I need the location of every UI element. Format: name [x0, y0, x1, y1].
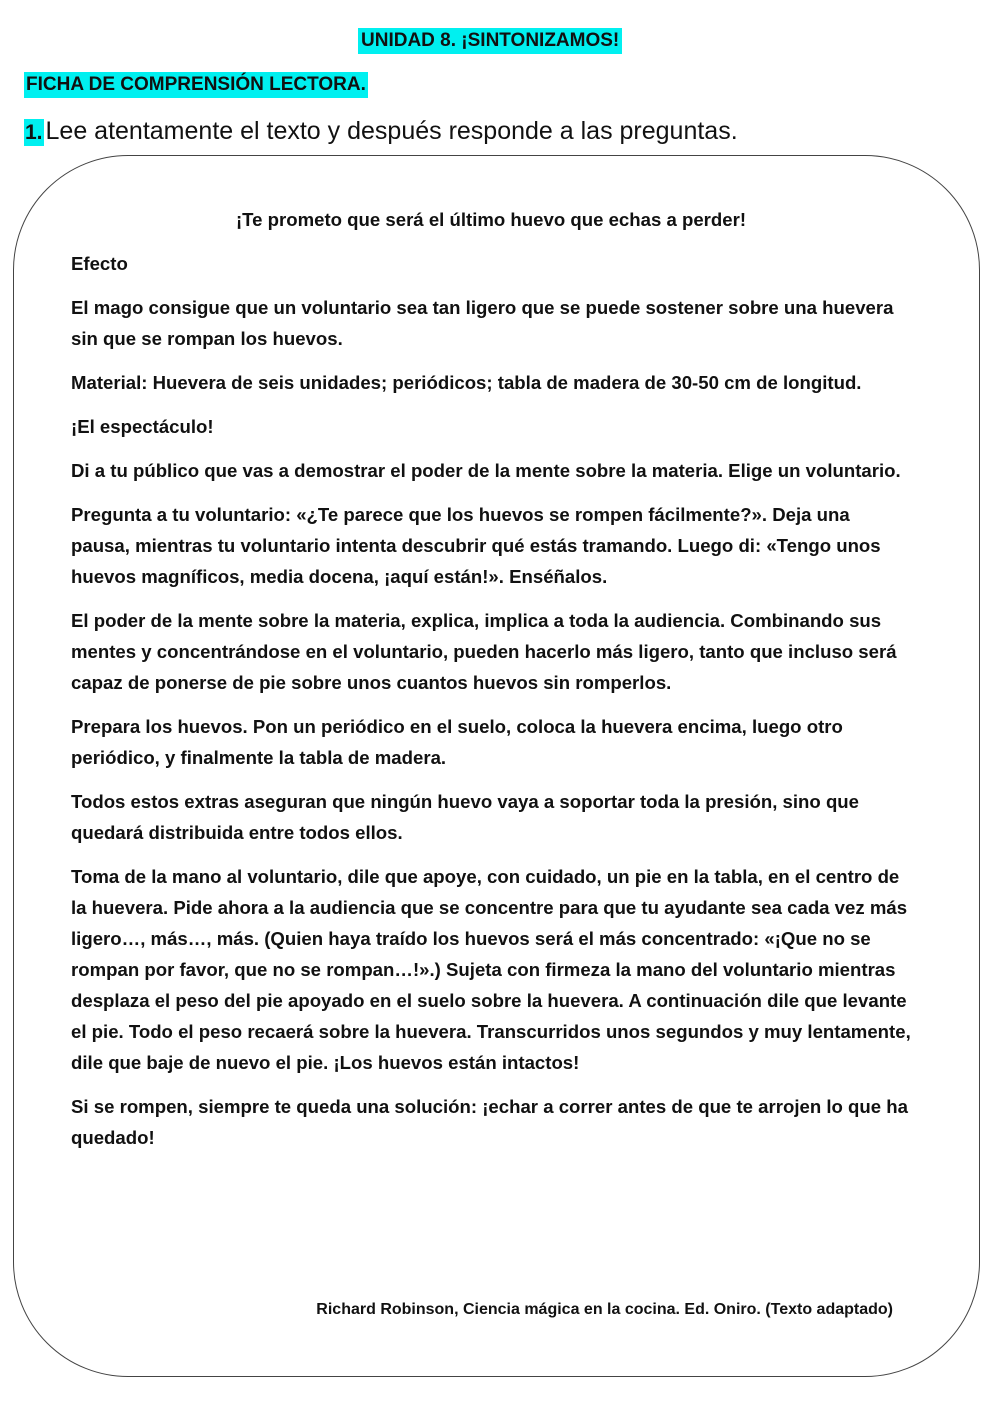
paragraph: Si se rompen, siempre te queda una solución: ¡echar a correr antes de que te arrojen lo que ha quedado! — [71, 1096, 908, 1148]
story-title: ¡Te prometo que será el último huevo que echas a perder! — [235, 209, 747, 230]
paragraph-material: Material: Huevera de seis unidades; periódicos; tabla de madera de 30-50 cm de longitud. — [71, 372, 862, 393]
paragraph: Toma de la mano al voluntario, dile que apoye, con cuidado, un pie en la tabla, en el centro de la huevera. Pide ahora a la audiencia que se concentre para que tu ayudante sea cada vez más ligero…, más…, más. (Quien haya traído los huevos será el más concentrado: «¡Que no se rompan por favor, que no se rompan…!».) Sujeta con firmeza la mano del voluntario mientras desplaza el peso del pie apoyado en el suelo sobre la huevera. A continuación dile que levante el pie. Todo el peso recaerá sobre la huevera. Transcurridos unos segundos y muy lentamente, dile que baje de nuevo el pie. ¡Los huevos están intactos! — [71, 866, 911, 1073]
paragraph: Pregunta a tu voluntario: «¿Te parece que los huevos se rompen fácilmente?». Deja una pausa, mientras tu voluntario intenta descubrir qué estás tramando. Luego di: «Tengo unos huevos magníficos, media docena, ¡aquí están!». Enséñalos. — [71, 504, 881, 587]
paragraph: Di a tu público que vas a demostrar el poder de la mente sobre la materia. Elige un voluntario. — [71, 460, 901, 481]
reading-text — [71, 204, 911, 1166]
paragraph-effect: El mago consigue que un voluntario sea tan ligero que se puede sostener sobre una huevera sin que se rompan los huevos. — [71, 297, 894, 349]
paragraph: Prepara los huevos. Pon un periódico en el suelo, coloca la huevera encima, luego otro periódico, y finalmente la tabla de madera. — [71, 716, 843, 768]
paragraph: El poder de la mente sobre la materia, explica, implica a toda la audiencia. Combinando sus mentes y concentrándose en el voluntario, pueden hacerlo más ligero, tanto que incluso será capaz de ponerse de pie sobre unos cuantos huevos sin romperlos. — [71, 610, 897, 693]
citation: Richard Robinson, Ciencia mágica en la cocina. Ed. Oniro. (Texto adaptado) — [316, 1301, 893, 1318]
instruction-text: Lee atentamente el texto y después responde a las preguntas. — [45, 117, 738, 145]
section-heading-espectaculo: ¡El espectáculo! — [71, 416, 214, 437]
section-heading-efecto: Efecto — [71, 253, 128, 274]
unit-title: UNIDAD 8. ¡SINTONIZAMOS! — [358, 28, 622, 54]
paragraph: Todos estos extras aseguran que ningún huevo vaya a soportar toda la presión, sino que quedará distribuida entre todos ellos. — [71, 791, 860, 843]
sheet-title: FICHA DE COMPRENSIÓN LECTORA. — [24, 72, 368, 98]
instruction-number: 1. — [25, 121, 43, 144]
instruction — [24, 114, 738, 150]
